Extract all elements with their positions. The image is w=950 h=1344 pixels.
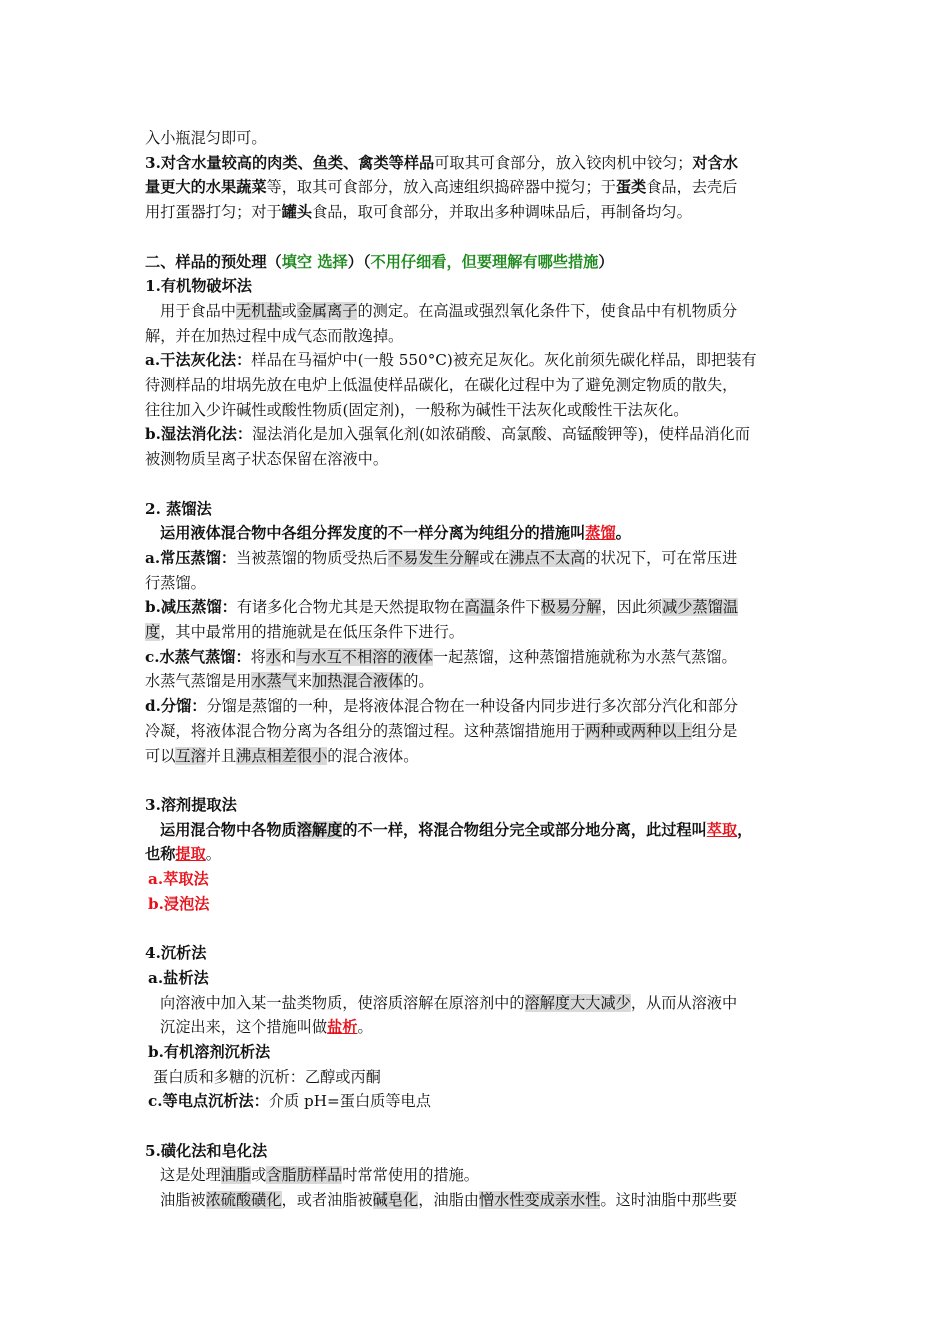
highlight: 水蒸气 [251, 672, 297, 691]
text: 或 [251, 1166, 267, 1185]
text: 可取其可食部分，放入铰肉机中铰匀； [434, 153, 693, 172]
text-line: 解，并在加热过程中成气态而散逸掉。 [145, 326, 404, 345]
text-line: 往往加入少许碱性或酸性物质(固定剂)，一般称为碱性干法灰化或酸性干法灰化。 [145, 400, 689, 419]
text: ）（ [347, 252, 371, 271]
bold-text: 量更大的水果蔬菜 [145, 178, 267, 197]
text: 一起蒸馏，这种蒸馏措施就称为水蒸气蒸馏。 [432, 647, 737, 666]
text-line [145, 1089, 813, 1114]
text: 可以 [145, 746, 176, 765]
blank-line [145, 472, 813, 497]
text: ，其中最常用的措施就是在低压条件下进行。 [160, 623, 464, 642]
red-term: 盐析 [327, 1018, 358, 1037]
highlight: 高温 [464, 598, 496, 617]
bold-text: c.水蒸气蒸馏： [145, 647, 251, 666]
text-line [145, 521, 813, 546]
highlight: 水 [265, 647, 282, 666]
section-title [145, 250, 813, 275]
highlight: 油脂 [220, 1166, 252, 1185]
text: ） [598, 252, 614, 271]
text: 用打蛋器打匀；对于 [145, 203, 282, 222]
highlight: 不易发生分解 [387, 548, 480, 567]
highlight: 互溶 [175, 746, 206, 765]
text: 食品，去壳后 [646, 178, 738, 197]
text: 的测定。在高温或强烈氧化条件下，使食品中有机物质分 [357, 301, 738, 320]
highlight: 与水互不相溶的液体 [296, 647, 433, 666]
blank-line [145, 768, 813, 793]
blank-line [145, 1114, 813, 1139]
text: ，因此须 [601, 598, 663, 617]
blank-line [145, 916, 813, 941]
bold-text: 对含水 [692, 153, 738, 172]
text: 样品在马福炉中(一般 550°C)被充足灰化。灰化前须先碳化样品，即把装有 [251, 351, 757, 370]
text: 。 [357, 1018, 373, 1037]
red-term: 蒸馏 [585, 524, 616, 543]
red-term: 萃取 [706, 820, 738, 839]
highlight: 溶解度大大减少 [524, 993, 631, 1012]
text: 用于食品中 [160, 301, 236, 320]
subsection-heading: 4.沉析法 [145, 944, 207, 963]
text: 。 [205, 845, 221, 864]
subsection-heading: 1.有机物破坏法 [145, 277, 252, 296]
text-line [145, 348, 813, 373]
text-line: 被测物质呈离子状态保留在溶液中。 [145, 450, 388, 469]
bold-text: 蛋类 [615, 178, 647, 197]
text: 组分是 [691, 721, 738, 740]
text-line [145, 719, 813, 744]
bold-text: b.湿法消化法： [145, 425, 253, 444]
text: 入小瓶混匀即可。 [145, 129, 267, 147]
text-line [145, 1163, 813, 1188]
text-line [145, 620, 813, 645]
text-line [145, 744, 813, 769]
text: 二、样品的预处理（ [145, 252, 282, 271]
red-heading: b.浸泡法 [148, 894, 210, 913]
highlight: 金属离子 [296, 301, 358, 320]
text: 水蒸气蒸馏是用 [145, 672, 252, 691]
bold-text: 。 [615, 524, 631, 543]
text: 分馏是蒸馏的一种，是将液体混合物在一种设备内同步进行多次部分汽化和部分 [206, 697, 739, 716]
text-line [145, 842, 813, 867]
bold-text: d.分馏： [145, 697, 207, 716]
highlight: 碱皂化 [372, 1191, 419, 1210]
highlight: 无机盐 [235, 301, 282, 320]
bold-text: 也称 [145, 845, 176, 864]
text-line [145, 595, 813, 620]
text: 等，取其可食部分，放入高速组织捣碎器中搅匀；于 [266, 178, 616, 197]
highlight: 浓硫酸磺化 [205, 1191, 282, 1210]
text-line [145, 1015, 813, 1040]
subsection-heading: a.盐析法 [148, 968, 209, 987]
text: 这是处理 [160, 1166, 221, 1185]
subsection-heading: 5.磺化法和皂化法 [145, 1141, 268, 1160]
text-line [145, 175, 813, 200]
text: 条件下 [495, 598, 541, 617]
text-line [145, 151, 813, 176]
text-line [145, 299, 813, 324]
text: 的混合液体。 [327, 746, 419, 765]
highlight: 含脂肪样品 [266, 1166, 343, 1185]
bold-text: 运用混合物中各物质 [160, 820, 297, 839]
bold-text: a.干法灰化法： [145, 351, 252, 370]
text: 将 [250, 647, 266, 666]
text-line [145, 645, 813, 670]
red-term: 提取 [175, 845, 206, 864]
text: 的。 [403, 672, 434, 691]
text: 。这时油脂中那些要 [600, 1191, 738, 1210]
green-note: 不用仔细看，但要理解有哪些措施 [370, 252, 599, 271]
text: 的状况下，可在常压进 [585, 548, 738, 567]
text: 当被蒸馏的物质受热后 [236, 548, 388, 567]
text-line [145, 818, 813, 843]
text: 有诸多化合物尤其是天然提取物在 [236, 598, 465, 617]
text: 油脂被 [160, 1191, 206, 1210]
text-line: 行蒸馏。 [145, 573, 206, 592]
highlight: 沸点不太高 [509, 548, 586, 567]
text-line [145, 422, 813, 447]
text: 并且 [205, 746, 237, 765]
highlight: 沸点相差很小 [236, 746, 328, 765]
text: 食品，取可食部分，并取出多种调味品后，再制备均匀。 [312, 203, 692, 222]
highlight: 减少蒸馏温 [662, 598, 739, 617]
green-note: 填空 选择 [281, 252, 348, 271]
red-heading: a.萃取法 [148, 870, 209, 889]
highlight: 度 [145, 623, 161, 642]
document-page [145, 126, 813, 1213]
text: 冷凝，将液体混合物分离为各组分的蒸馏过程。这种蒸馏措施用于 [145, 721, 586, 740]
text-line: 待测样品的坩埚先放在电炉上低温使样品碳化，在碳化过程中为了避免测定物质的散失， [145, 376, 738, 395]
text: ，或者油脂被 [281, 1191, 373, 1210]
bold-text: 罐头 [281, 203, 313, 222]
bold-text: ， [737, 820, 753, 839]
text-line: 蛋白质和多糖的沉析：乙醇或丙酮 [153, 1067, 381, 1086]
text-line [145, 126, 813, 151]
text: 和 [281, 647, 297, 666]
subsection-heading: b.有机溶剂沉析法 [148, 1042, 271, 1061]
text: 湿法消化是加入强氧化剂(如浓硝酸、高氯酸、高锰酸钾等)，使样品消化而 [252, 425, 750, 444]
text-line [145, 546, 813, 571]
blank-line [145, 225, 813, 250]
highlight: 两种或两种以上 [585, 721, 692, 740]
text-line [145, 694, 813, 719]
text-line [145, 669, 813, 694]
text: ，油脂由 [418, 1191, 479, 1210]
text: 向溶液中加入某一盐类物质，使溶质溶解在原溶剂中的 [160, 993, 525, 1012]
text-line [145, 200, 813, 225]
bold-text: b.减压蒸馏： [145, 598, 237, 617]
text: 或 [281, 301, 297, 320]
bold-text: 3.对含水量较高的肉类、鱼类、禽类等样品 [145, 153, 435, 172]
text: 来 [296, 672, 313, 691]
text-line [145, 1188, 813, 1213]
bold-text: 运用液体混合物中各组分挥发度的不一样分离为纯组分的措施叫 [160, 524, 586, 543]
bold-text: 的不一样，将混合物组分完全或部分地分离，此过程叫 [342, 820, 707, 839]
bold-text: c.等电点沉析法： [148, 1092, 269, 1111]
text: 介质 pH=蛋白质等电点 [268, 1092, 431, 1111]
bold-text: a.常压蒸馏： [145, 548, 237, 567]
text: 沉淀出来，这个措施叫做 [160, 1018, 328, 1037]
text-line [145, 991, 813, 1016]
highlight: 憎水性变成亲水性 [478, 1191, 601, 1210]
highlight: 溶解度 [296, 820, 343, 839]
subsection-heading: 2. 蒸馏法 [145, 499, 212, 518]
text: ，从而从溶液中 [630, 993, 738, 1012]
text: 时常常使用的措施。 [342, 1166, 479, 1185]
highlight: 极易分解 [540, 598, 602, 617]
highlight: 加热混合液体 [312, 672, 404, 691]
text: 或在 [479, 548, 510, 567]
subsection-heading: 3.溶剂提取法 [145, 795, 237, 814]
